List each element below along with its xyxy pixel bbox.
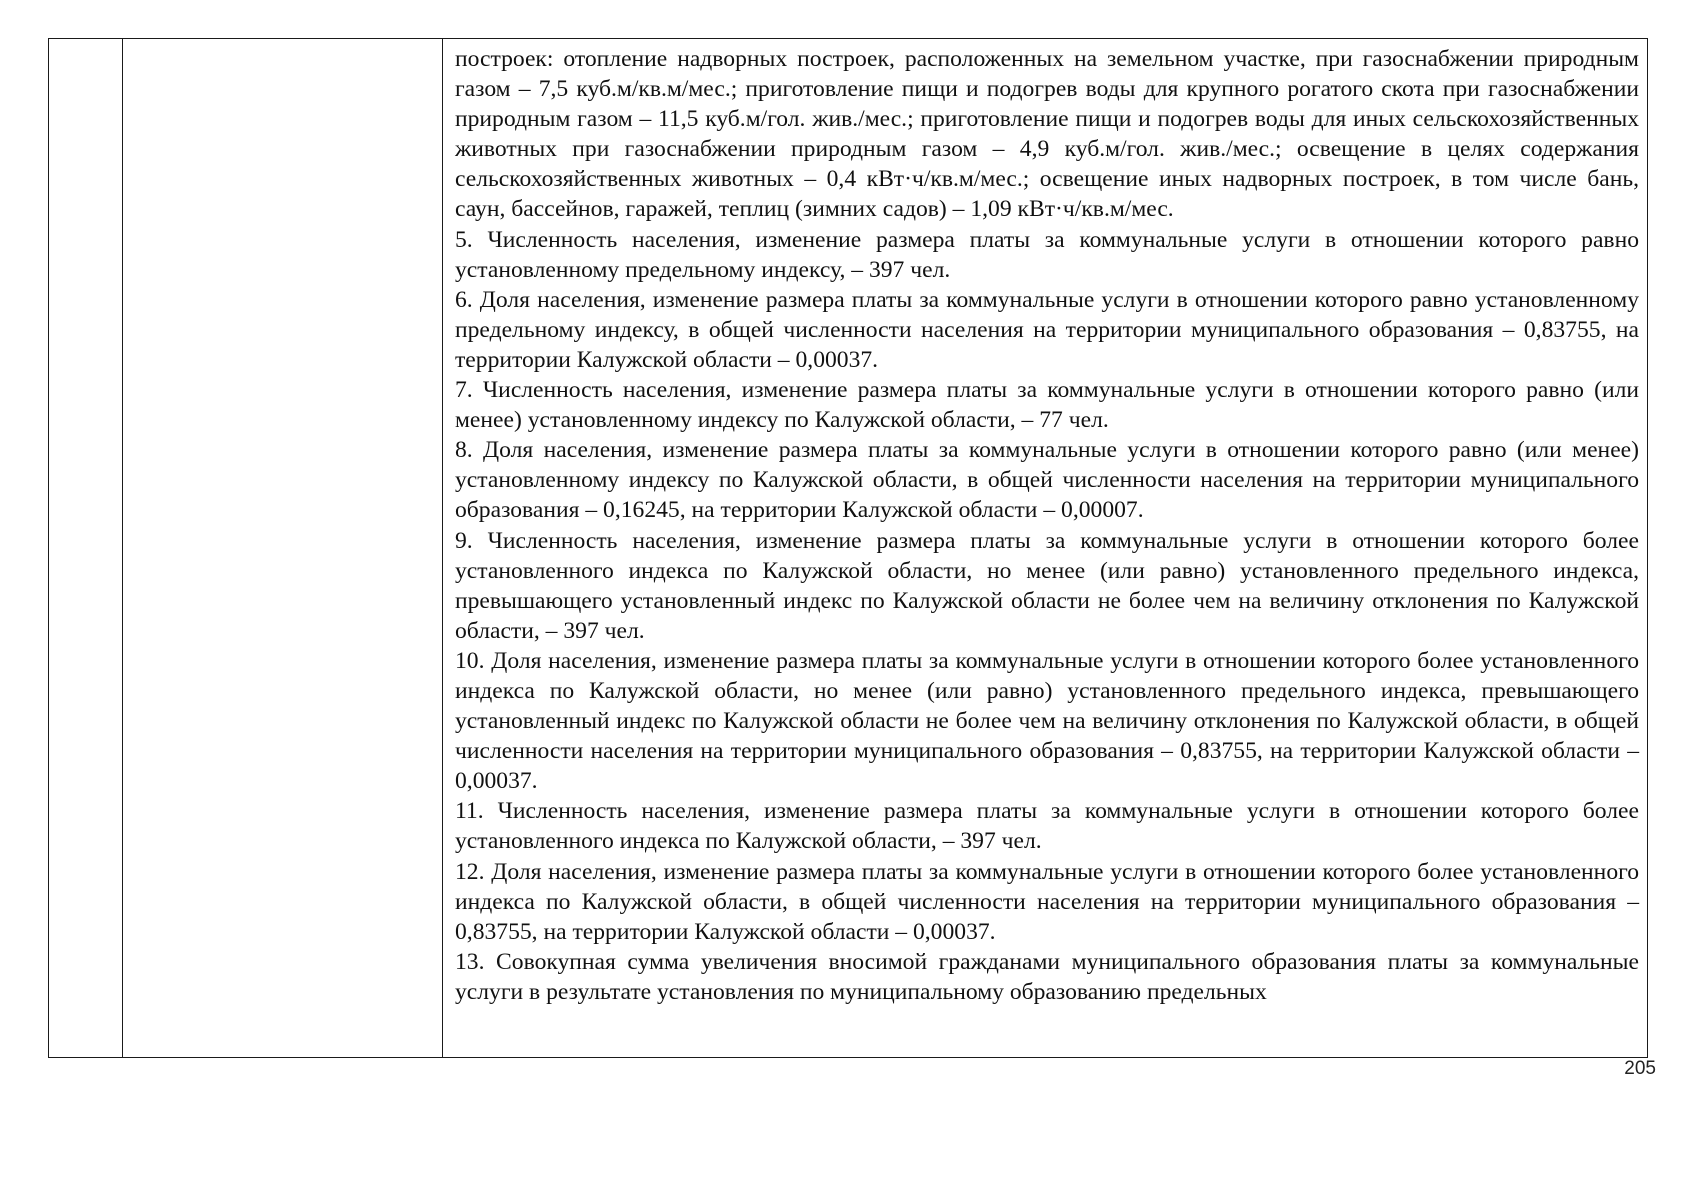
paragraph-item-13: 13. Совокупная сумма увеличения вносимой гражданами муниципального образования платы за коммунальные услуги в результате установления по муниципальному образованию предельных bbox=[455, 948, 1639, 1005]
page-number: 205 bbox=[1624, 1058, 1656, 1079]
paragraph-item-12: 12. Доля населения, изменение размера платы за коммунальные услуги в отношении которого более установленного индекса по Калужской области, в общей численности населения на территории муниципального образования – 0,83755, на территории Калужской области – 0,00037. bbox=[455, 858, 1639, 945]
table-row bbox=[49, 39, 1648, 1058]
paragraph-item-11: 11. Численность населения, изменение размера платы за коммунальные услуги в отношении которого более установленного индекса по Калужской области, – 397 чел. bbox=[455, 798, 1639, 855]
paragraph-item-5: 5. Численность населения, изменение размера платы за коммунальные услуги в отношении которого равно установленному предельному индексу, – 397 чел. bbox=[455, 226, 1639, 283]
paragraph-item-6: 6. Доля населения, изменение размера платы за коммунальные услуги в отношении которого равно установленному предельному индексу, в общей численности населения на территории муниципального образования – 0,83755, на территории Калужской области – 0,00037. bbox=[455, 286, 1639, 373]
paragraph-item-9: 9. Численность населения, изменение размера платы за коммунальные услуги в отношении которого более установленного индекса по Калужской области, но менее (или равно) установленного предельного индекса, превышающего установленный индекс по Калужской области не более чем на величину отклонения по Калужской области, – 397 чел. bbox=[455, 527, 1639, 644]
paragraph-item-10: 10. Доля населения, изменение размера платы за коммунальные услуги в отношении которого более установленного индекса по Калужской области, но менее (или равно) установленного предельного индекса, превышающего установленный индекс по Калужской области не более чем на величину отклонения по Калужской области, в общей численности населения на территории муниципального образования – 0,83755, на территории Калужской области – 0,00037. bbox=[455, 647, 1639, 795]
table-cell-content bbox=[443, 39, 1648, 1058]
paragraph-item-7: 7. Численность населения, изменение размера платы за коммунальные услуги в отношении которого равно (или менее) установленному индексу по Калужской области, – 77 чел. bbox=[455, 377, 1639, 434]
paragraph-continuation: построек: отопление надворных построек, расположенных на земельном участке, при газоснабжении природным газом – 7,5 куб.м/кв.м/мес.; приготовление пищи и подогрев воды для крупного рогатого скота при газоснабжении природным газом – 11,5 куб.м/гол. жив./мес.; приготовление пищи и подогрев воды для иных сельскохозяйственных животных при газоснабжении природным газом – 4,9 куб.м/гол. жив./мес.; освещение в целях содержания сельскохозяйственных животных – 0,4 кВт·ч/кв.м/мес.; освещение иных надворных построек, в том числе бань, саун, бассейнов, гаражей, теплиц (зимних садов) – 1,09 кВт·ч/кв.м/мес. bbox=[455, 46, 1639, 223]
table-cell-indicator bbox=[123, 39, 443, 1058]
table-cell-number bbox=[49, 39, 123, 1058]
document-table bbox=[48, 38, 1648, 1058]
paragraph-item-8: 8. Доля населения, изменение размера платы за коммунальные услуги в отношении которого равно (или менее) установленному индексу по Калужской области, в общей численности населения на территории муниципального образования – 0,16245, на территории Калужской области – 0,00007. bbox=[455, 437, 1639, 524]
